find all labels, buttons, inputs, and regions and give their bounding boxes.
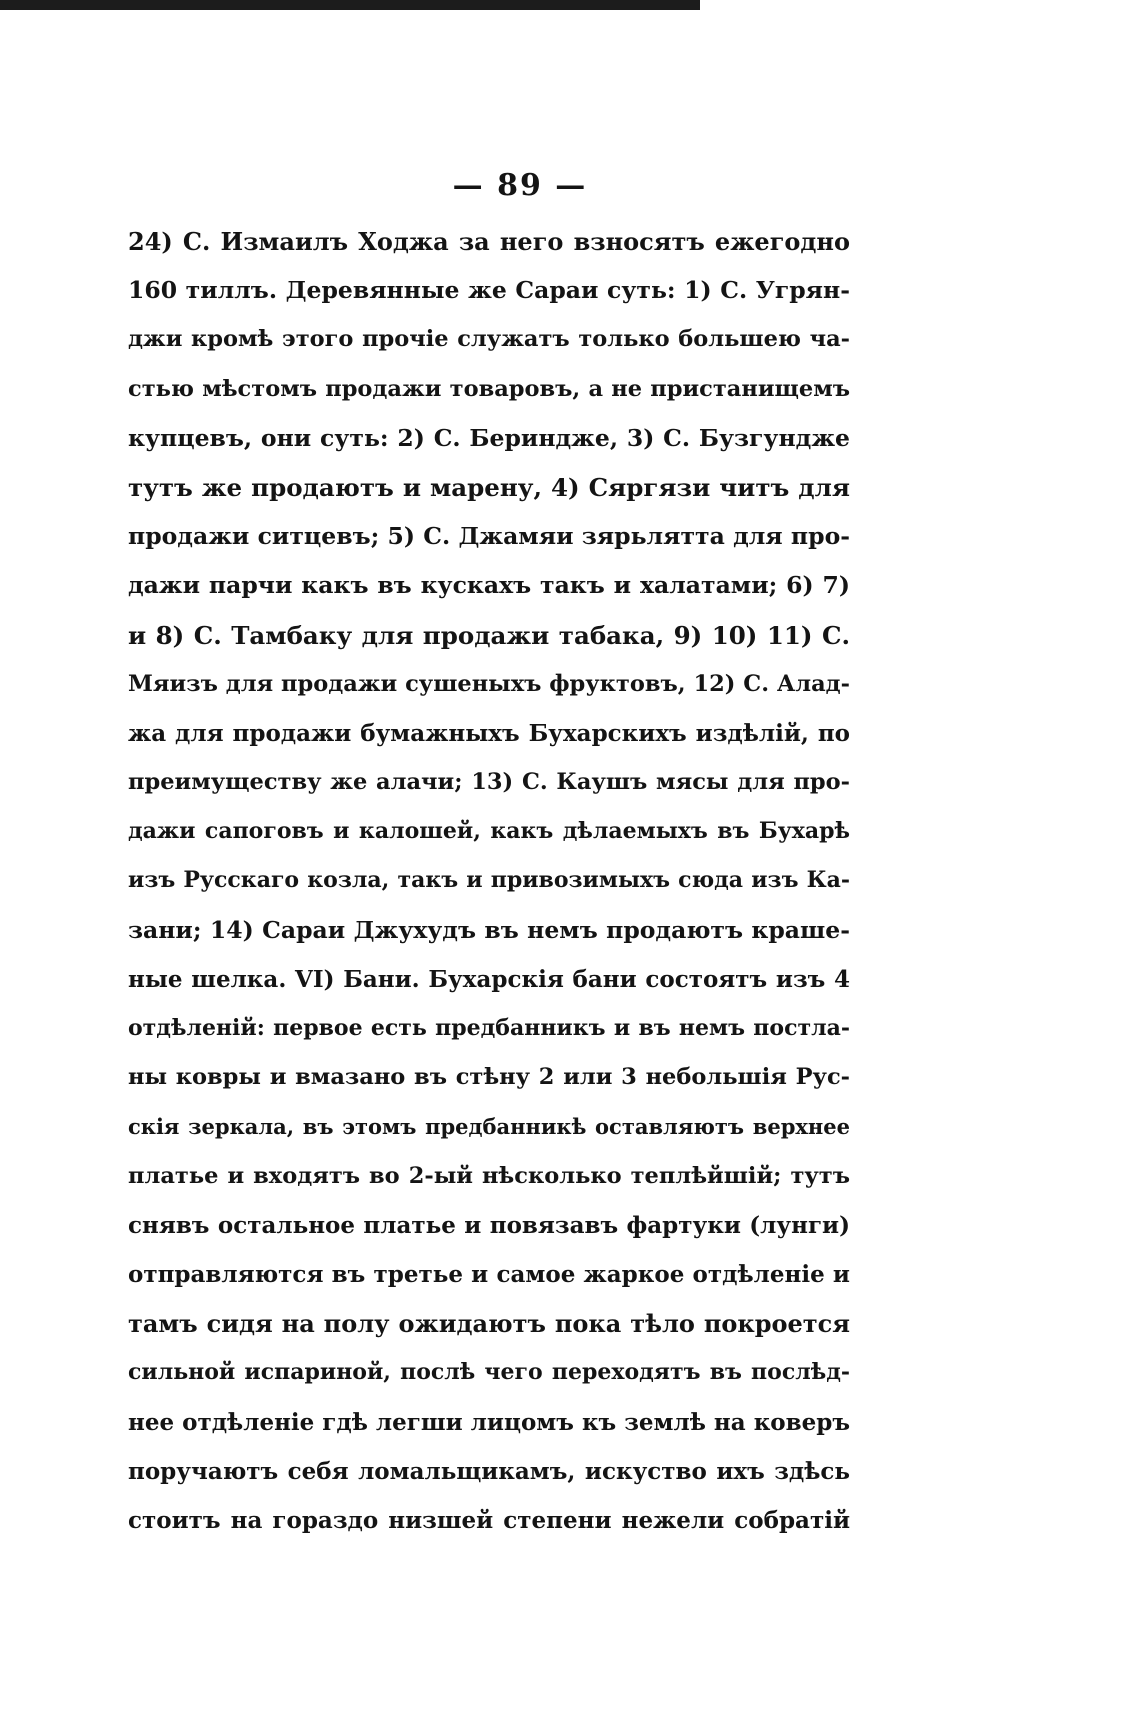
text-line: дажи сапоговъ и калошей, какъ дѣлаемыхъ въ Бухарѣ [128,818,850,845]
text-line: стью мѣстомъ продажи товаровъ, а не пристанищемъ [128,375,850,402]
text-line: продажи ситцевъ; 5) С. Джамяи зярьлятта для про- [128,522,850,551]
text-line: стоитъ на гораздо низшей степени нежели собратій [128,1506,850,1534]
text-line: дажи парчи какъ въ кускахъ такъ и халатами; 6) 7) [128,571,850,600]
text-line: тутъ же продаютъ и марену, 4) Сяргязи читъ для [128,472,850,502]
text-line: отдѣленій: первое есть предбанникъ и въ немъ постла- [128,1015,850,1041]
text-line: 160 тиллъ. Деревянные же Сараи суть: 1) С. Угрян- [128,276,850,305]
text-line: нее отдѣленіе гдѣ легши лицомъ къ землѣ на коверъ [128,1408,850,1436]
text-line: изъ Русскаго козла, такъ и привозимыхъ сюда изъ Ка- [128,867,850,894]
text-line: ные шелка. VI) Бани. Бухарскія бани состоятъ изъ 4 [128,965,850,993]
body-text [128,217,850,1545]
text-line: скія зеркала, въ этомъ предбанникѣ оставляютъ верхнее [128,1114,850,1140]
text-line: платье и входятъ во 2-ый нѣсколько теплѣйшій; тутъ [128,1162,850,1189]
text-line: тамъ сидя на полу ожидаютъ пока тѣло покроется [128,1309,850,1339]
page-top-border [0,0,700,10]
text-line: Мяизъ для продажи сушеныхъ фруктовъ, 12) С. Алад- [128,670,850,697]
text-line: поручаютъ себя ломальщикамъ, искуство ихъ здѣсь [128,1457,850,1485]
text-line: 24) С. Измаилъ Ходжа за него взносятъ ежегодно [128,227,850,256]
text-line: зани; 14) Сараи Джухудъ въ немъ продаютъ краше- [128,915,850,944]
text-line: джи кромѣ этого прочіе служатъ только большею ча- [128,326,850,353]
text-line: преимуществу же алачи; 13) С. Каушъ мясы для про- [128,769,850,796]
text-line: сильной испариной, послѣ чего переходятъ въ послѣд- [128,1359,850,1386]
text-line: отправляются въ третье и самое жаркое отдѣленіе и [128,1260,850,1288]
text-line: купцевъ, они суть: 2) С. Бериндже, 3) С. Бузгундже [128,423,850,452]
page-number: — 89 — [452,168,588,203]
text-line: и 8) С. Тамбаку для продажи табака, 9) 10) 11) С. [128,620,850,650]
text-line: снявъ остальное платье и повязавъ фартуки (лунги) [128,1211,850,1239]
text-line: жа для продажи бумажныхъ Бухарскихъ издѣлій, по [128,719,850,747]
text-line: ны ковры и вмазано въ стѣну 2 или 3 небольшія Рус- [128,1064,850,1091]
